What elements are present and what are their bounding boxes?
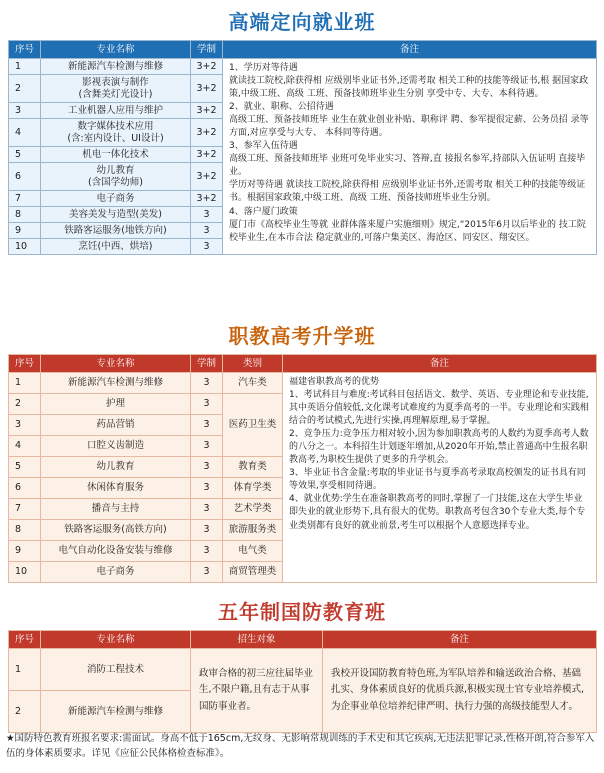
row-no: 2 (9, 394, 41, 415)
row-major: 铁路客运服务(地铁方向) (41, 223, 191, 239)
defense-table (8, 630, 597, 733)
row-years: 3 (191, 394, 223, 415)
row-years: 3+2 (191, 59, 223, 75)
col-header-target: 招生对象 (191, 631, 323, 649)
row-major: 药品营销 (41, 415, 191, 436)
row-no: 10 (9, 562, 41, 583)
col-header-note: 备注 (283, 355, 597, 373)
row-years: 3 (191, 373, 223, 394)
col-header-note: 备注 (323, 631, 597, 649)
row-years: 3 (191, 499, 223, 520)
row-years: 3 (191, 415, 223, 436)
row-no: 3 (9, 103, 41, 119)
row-major: 新能源汽车检测与维修 (41, 59, 191, 75)
row-no: 3 (9, 415, 41, 436)
row-no: 7 (9, 499, 41, 520)
row-no: 4 (9, 119, 41, 147)
row-major: 机电一体化技术 (41, 147, 191, 163)
row-no: 4 (9, 436, 41, 457)
row-years: 3 (191, 207, 223, 223)
row-major: 电子商务 (41, 562, 191, 583)
row-major: 口腔义齿制造 (41, 436, 191, 457)
row-category: 教育类 (223, 457, 283, 478)
row-years: 3 (191, 478, 223, 499)
row-years: 3+2 (191, 163, 223, 191)
row-major: 休闲体育服务 (41, 478, 191, 499)
col-header-no: 序号 (9, 355, 41, 373)
row-years: 3 (191, 436, 223, 457)
row-no: 8 (9, 207, 41, 223)
row-major: 电气自动化设备安装与维修 (41, 541, 191, 562)
table-header (9, 41, 597, 59)
row-major: 工业机器人应用与维护 (41, 103, 191, 119)
row-no: 6 (9, 478, 41, 499)
row-category: 电气类 (223, 541, 283, 562)
row-no: 5 (9, 457, 41, 478)
col-header-years: 学制 (191, 41, 223, 59)
row-years: 3+2 (191, 103, 223, 119)
section3-title: 五年制国防教育班 (218, 600, 386, 624)
row-major: 护理 (41, 394, 191, 415)
row-major: 幼儿教育 (含国学幼师) (41, 163, 191, 191)
employment-table (8, 40, 597, 255)
row-years: 3 (191, 239, 223, 255)
row-major: 电子商务 (41, 191, 191, 207)
row-major: 美容美发与造型(美发) (41, 207, 191, 223)
enrollment-target: 政审合格的初三应往届毕业生,不限户籍,且有志于从事国防事业者。 (191, 649, 323, 733)
row-major: 新能源汽车检测与维修 (41, 373, 191, 394)
row-major: 消防工程技术 (41, 649, 191, 691)
table-row (9, 59, 597, 75)
section1-title: 高端定向就业班 (228, 10, 376, 34)
row-years: 3+2 (191, 75, 223, 103)
row-category: 商贸管理类 (223, 562, 283, 583)
col-header-note: 备注 (223, 41, 597, 59)
col-header-major: 专业名称 (41, 41, 191, 59)
col-header-no: 序号 (9, 631, 41, 649)
row-major: 铁路客运服务(高铁方向) (41, 520, 191, 541)
row-no: 2 (9, 691, 41, 733)
row-no: 2 (9, 75, 41, 103)
table-header (9, 631, 597, 649)
row-major: 数字媒体技术应用 (含:室内设计、UI设计) (41, 119, 191, 147)
row-category: 旅游服务类 (223, 520, 283, 541)
row-years: 3 (191, 457, 223, 478)
row-years: 3 (191, 562, 223, 583)
col-header-category: 类别 (223, 355, 283, 373)
row-years: 3+2 (191, 147, 223, 163)
row-no: 10 (9, 239, 41, 255)
row-no: 1 (9, 59, 41, 75)
table-header (9, 355, 597, 373)
row-major: 新能源汽车检测与维修 (41, 691, 191, 733)
row-no: 5 (9, 147, 41, 163)
row-years: 3 (191, 541, 223, 562)
row-years: 3+2 (191, 191, 223, 207)
row-category: 艺术学类 (223, 499, 283, 520)
table-row (9, 649, 597, 691)
row-major: 幼儿教育 (41, 457, 191, 478)
row-years: 3 (191, 223, 223, 239)
col-header-major: 专业名称 (41, 631, 191, 649)
row-no: 7 (9, 191, 41, 207)
col-header-major: 专业名称 (41, 355, 191, 373)
row-no: 8 (9, 520, 41, 541)
row-no: 1 (9, 649, 41, 691)
section2-title: 职教高考升学班 (228, 324, 376, 348)
college-exam-table (8, 354, 597, 583)
col-header-no: 序号 (9, 41, 41, 59)
row-no: 9 (9, 223, 41, 239)
row-major: 影视表演与制作 (含舞美灯光设计) (41, 75, 191, 103)
row-major: 烹饪(中西、烘培) (41, 239, 191, 255)
row-no: 1 (9, 373, 41, 394)
college-exam-note: 福建省职教高考的优势 1、考试科目与难度:考试科目包括语文、数学、英语、专业理论和专业技能,其中英语分值较低,文化课考试难度约为夏季高考的一半。专业理论和实践相结合的考试模式,先进行实操,再理解原理,易于掌握。 2、竞争压力:竞争压力相对较小,因为参加职教高考的人数约为夏季高考人数的八分之一。本科招生计划逐年增加,从2020年开始,禁止普通高中生报名职教高考,为职校生提供了更多的升学机会。 3、毕业证书含金量:考取的毕业证书与夏季高考录取高校颁发的证书具有同等效果,享受相同待遇。 4、就业优势:学生在准备职教高考的同时,掌握了一门技能,这在大学生毕业即失业的就业形势下,具有很大的优势。职教高考包含30个专业大类,每个专业类别都有良好的就业前景,考生可以根据个人意愿选择专业。 (283, 373, 597, 583)
row-category: 体育学类 (223, 478, 283, 499)
row-category: 医药卫生类 (223, 394, 283, 457)
table-row (9, 373, 597, 394)
col-header-years: 学制 (191, 355, 223, 373)
employment-note: 1、学历对等待遇 就读技工院校,除获得相 应级别毕业证书外,还需考取 相关工种的技能等级证书,根 据国家政策,中级工班、高级 工班、预备技师班毕业生分别 享受中专、大专、本科待遇。 2、就业、职称、公招待遇 高级工班、预备技师班毕 业生在就业创业补贴、职称评 聘、参军提很定薪、公务员招 录等方面,对应享受与大专、 本科同等待遇。 3、参军入伍待遇 高级工班、预备技师班毕 业班可免毕业实习、答辩,直 接报名参军,持部队入伍证明 直接毕业。 学历对等待遇 就读技工院校,除获得相 应级别毕业证书外,还需考取 相关工种的技能等级证书。根据国家政策,中级工班、高级 工班、预备技师班毕业生分别。 4、落户厦门政策 厦门市《高校毕业生等就 业群体落来厦户实施细则》规定,“2015年6月以后毕业的 技工院校毕业生,在本市合法 稳定就业的,可落户集美区、海沧区、同安区、翔安区。 (223, 59, 597, 255)
footer-requirements: ★国防特色教育班报名要求:需面试。身高不低于165cm,无纹身、无影响常规训练的手术史和其它疾病,无违法犯罪记录,性格开朗,符合参军入伍的身体素质要求。详见《应征公民体格检查标准》。 (6, 733, 595, 759)
row-no: 6 (9, 163, 41, 191)
defense-note: 我校开设国防教育特色班,为军队培养和输送政治合格、基础扎实、身体素质良好的优质兵源,积极实现士官专业培养模式,为企事业单位培养纪律严明、执行力强的高级技能型人才。 (323, 649, 597, 733)
row-years: 3+2 (191, 119, 223, 147)
row-no: 9 (9, 541, 41, 562)
row-major: 播音与主持 (41, 499, 191, 520)
row-years: 3 (191, 520, 223, 541)
row-category: 汽车类 (223, 373, 283, 394)
